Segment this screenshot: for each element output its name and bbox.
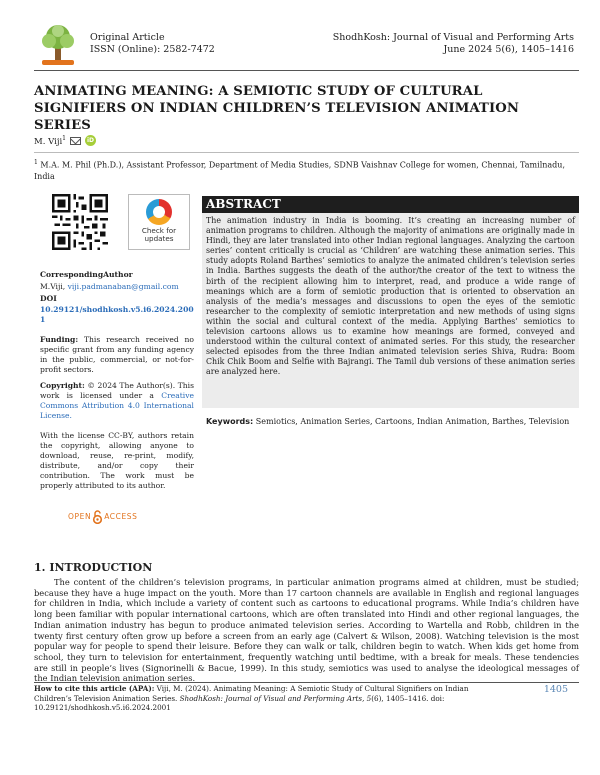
header-right <box>333 32 574 56</box>
issue-info: June 2024 5(6), 1405–1416 <box>443 44 574 55</box>
open-access-badge: OPEN ACCESS <box>68 510 138 524</box>
check-for-updates-button[interactable] <box>128 194 190 250</box>
doi-label: DOI <box>40 294 57 303</box>
page-header <box>38 20 578 72</box>
page-number: 1405 <box>543 684 568 695</box>
orcid-icon[interactable]: iD <box>86 137 95 145</box>
open-lock-icon <box>92 510 103 524</box>
corresponding-author-label: CorrespondingAuthor <box>40 270 133 279</box>
article-type: Original Article <box>90 32 165 43</box>
abstract-heading: ABSTRACT <box>202 196 579 213</box>
license-text: With the license CC-BY, authors retain the copyright, allowing anyone to download, reuse, re-print, modify, distribute, and/or copy their contribution. The work must be properly attributed to its author. <box>40 431 194 490</box>
citation-footer: How to cite this article (APA): Viji, M. (2024). Animating Meaning: A Semiotic Study of Cultural Signifiers on Indian Children’s Television Animation Series. ShodhKosh: Journal of Visual and Performing Arts, 5(6), 1405–1416. doi: 10.29121/shodhkosh.v5.i6.2024.2001 <box>34 684 469 712</box>
qr-code-icon[interactable] <box>52 194 108 250</box>
header-left <box>90 32 215 56</box>
affiliation: $^1$ M.A. M. Phil (Ph.D.), Assistant Professor, Department of Media Studies, SDNB Vaishnav College for women, Chennai, Tamilnadu, India <box>34 159 565 181</box>
doi-link[interactable]: 10.29121/shodhkosh.v5.i6.2024.2001 <box>40 305 194 324</box>
introduction-heading: 1. INTRODUCTION <box>34 561 153 574</box>
author-line <box>34 135 96 147</box>
email-icon[interactable] <box>70 137 81 145</box>
copyright-statement: Copyright: © 2024 The Author(s). This work is licensed under a Creative Commons Attribution 4.0 International License. <box>40 381 194 420</box>
affiliation-divider <box>34 152 579 153</box>
funding-statement: Funding: This research received no specific grant from any funding agency in the public, commercial, or not-for-profit sectors. <box>40 335 194 374</box>
header-divider <box>34 70 579 71</box>
check-updates-icon <box>146 199 172 225</box>
tree-logo-icon <box>38 22 78 68</box>
journal-name: ShodhKosh: Journal of Visual and Performing Arts <box>332 32 574 43</box>
footer-divider <box>34 682 579 683</box>
abstract-text: The animation industry in India is booming. It’s creating an increasing number of animation programs to children. Although the majority of animations are originally made in Hindi, they are later translated into other Indian regional languages. Analyzing the cartoon series’ content critically is crucial as ‘Children’ are watching these animation series. This study adopts Roland Barthes’ semiotics to analyze the animated children’s television series in India. Barthes suggests the death of the author/the creator of the text to witness the birth of the recipient allowing him to interpret, read, and produce a wide range of meanings which are a form of semiotic production that is oriented to observation an analysis of the media’s messages and discussions to open the eyes of the semiotic researcher to the complexity of semiotic interpretation and new methods of using signs within the social and cultural context of the media. Applying Barthes’ semiotics to television cartoons allows us to examine how meanings are formed, conveyed and understood within the cultural context of animated series. For this study, the researcher selected episodes from the three Indian animated television series Shiva, Rudra: Boom Chik Chik Boom and Selfie with Bajrangi. The Tamil dub versions of these animation series are analyzed here. <box>206 216 575 377</box>
license-link[interactable]: Creative Commons Attribution 4.0 International License. <box>40 391 194 420</box>
check-updates-label: Check for updates <box>141 226 177 243</box>
article-title: ANIMATING MEANING: A SEMIOTIC STUDY OF CULTURAL SIGNIFIERS ON INDIAN CHILDREN’S TELEVISION ANIMATION SERIES <box>34 84 519 133</box>
introduction-text: The content of the children’s television programs, in particular animation programs aimed at children, must be studied; because they have a huge impact on the youth. More than 17 cartoon channels are available in English and regional languages for children in India, which include a variety of content such as cartoons to educational programs. While India’s children have long been familiar with popular international cartoons, which are often translated into Hindi and other regional languages, the Indian animation industry has begun to produce animated television series. According to Wartella and Robb, children in the twenty first century often grow up before a screen from an early age (Calvert & Wilson, 2008). Watching television is the most popular way for people to spend their leisure. Before they can walk or talk, children begin to watch. When kids get home from school, they turn to television for entertainment, frequently watching until bedtime, with a break for meals. These tendencies are still in people’s lives (Signorinelli & Bacue, 1999). In this study, semiotics was used to analyse the ideological messages of the Indian television animation series. <box>34 577 579 684</box>
corresponding-email: M.Viji, viji.padmanaban@gmail.com <box>40 282 179 291</box>
issn: ISSN (Online): 2582-7472 <box>90 44 215 55</box>
keywords: Keywords: Semiotics, Animation Series, Cartoons, Indian Animation, Barthes, Television <box>206 417 570 426</box>
abstract-box <box>202 196 579 408</box>
email-link[interactable]: viji.padmanaban@gmail.com <box>67 282 179 291</box>
author-name[interactable]: M. Viji$^1$ <box>34 135 66 147</box>
